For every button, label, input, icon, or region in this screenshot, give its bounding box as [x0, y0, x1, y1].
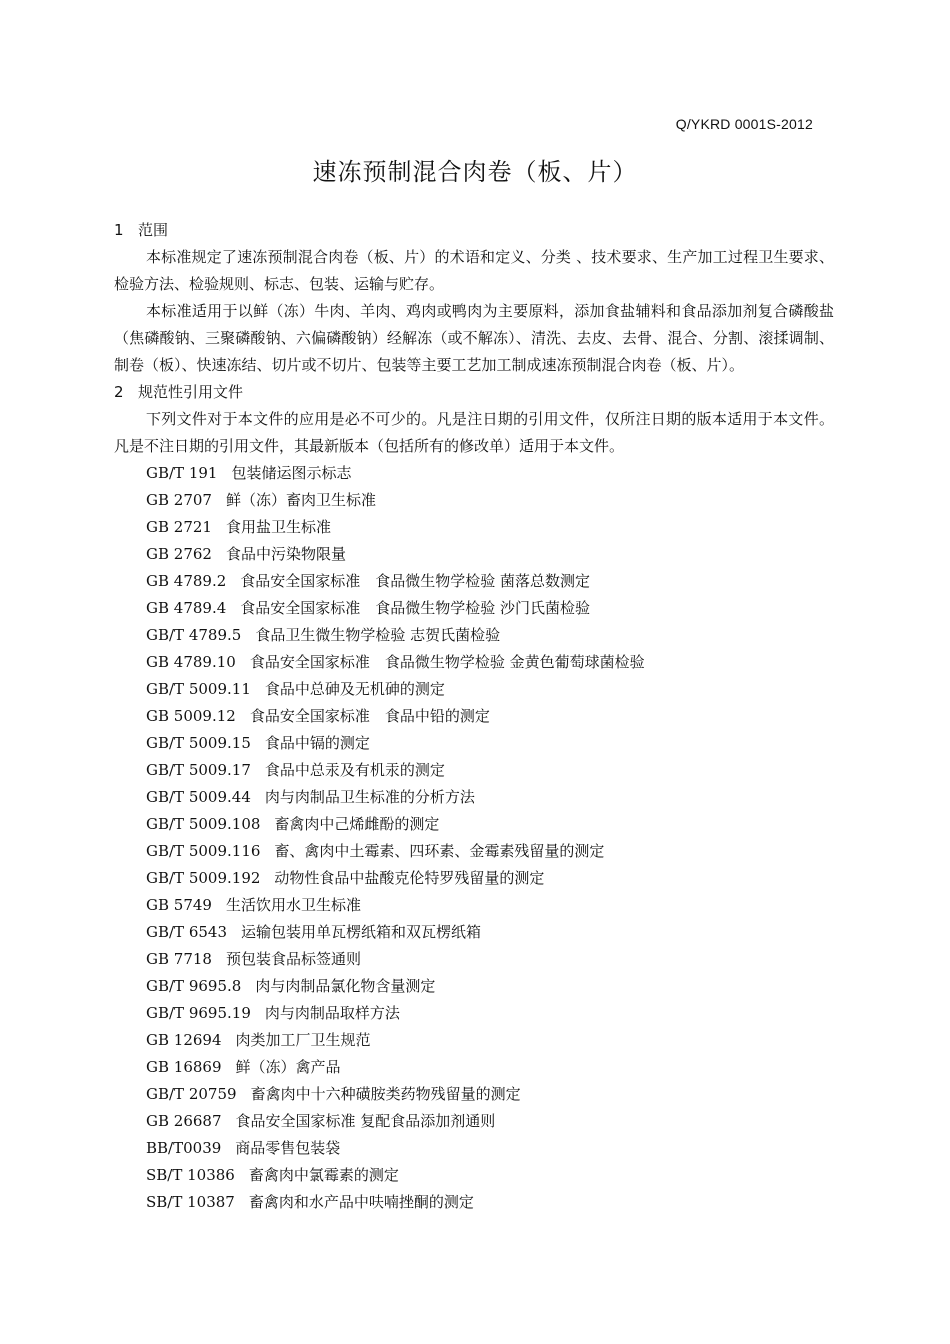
section-number: 1	[114, 221, 124, 239]
reference-code: GB 16869	[146, 1058, 222, 1076]
reference-list	[114, 460, 834, 1216]
reference-code: GB/T 5009.44	[146, 788, 251, 806]
reference-title: 运输包装用单瓦楞纸箱和双瓦楞纸箱	[241, 923, 482, 941]
reference-title: 食用盐卫生标准	[225, 518, 331, 536]
reference-item	[114, 460, 834, 487]
reference-code: GB 2762	[146, 545, 212, 563]
reference-item	[114, 568, 834, 595]
reference-item	[114, 1108, 834, 1135]
reference-title: 畜、禽肉中土霉素、四环素、金霉素残留量的测定	[274, 842, 605, 860]
references-intro-paragraph: 下列文件对于本文件的应用是必不可少的。凡是注日期的引用文件，仅所注日期的版本适用于本文件。凡是不注日期的引用文件，其最新版本（包括所有的修改单）适用于本文件。	[114, 410, 834, 455]
reference-code: GB 7718	[146, 950, 212, 968]
reference-title: 畜禽肉中十六种磺胺类药物残留量的测定	[250, 1085, 521, 1103]
document-code: Q/YKRD 0001S-2012	[675, 116, 813, 132]
reference-title: 鲜（冻）畜肉卫生标准	[225, 491, 376, 509]
section-number: 2	[114, 383, 124, 401]
reference-title: 食品安全国家标准 食品微生物学检验 沙门氏菌检验	[240, 599, 591, 617]
reference-title: 肉类加工厂卫生规范	[235, 1031, 371, 1049]
reference-title: 食品卫生微生物学检验 志贺氏菌检验	[255, 626, 501, 644]
reference-item	[114, 1135, 834, 1162]
reference-code: GB 5749	[146, 896, 212, 914]
reference-item	[114, 865, 834, 892]
section-title: 规范性引用文件	[138, 383, 244, 401]
reference-code: GB 2707	[146, 491, 212, 509]
reference-code: GB/T 20759	[146, 1085, 237, 1103]
reference-title: 肉与肉制品取样方法	[264, 1004, 400, 1022]
reference-code: BB/T0039	[146, 1139, 222, 1157]
reference-code: GB/T 9695.19	[146, 1004, 251, 1022]
reference-item	[114, 730, 834, 757]
reference-code: GB/T 9695.8	[146, 977, 242, 995]
reference-code: GB 4789.10	[146, 653, 236, 671]
reference-title: 畜禽肉中己烯雌酚的测定	[274, 815, 440, 833]
scope-paragraph-2: 本标准适用于以鲜（冻）牛肉、羊肉、鸡肉或鸭肉为主要原料，添加食盐辅料和食品添加剂复合磷酸盐（焦磷酸钠、三聚磷酸钠、六偏磷酸钠）经解冻（或不解冻）、清洗、去皮、去骨、混合、分割、滚揉调制、制卷（板）、快速冻结、切片或不切片、包装等主要工艺加工制成速冻预制混合肉卷（板、片）。	[114, 302, 834, 374]
reference-item	[114, 514, 834, 541]
reference-code: GB 2721	[146, 518, 212, 536]
reference-title: 食品中总砷及无机砷的测定	[264, 680, 445, 698]
reference-code: GB/T 191	[146, 464, 218, 482]
reference-code: GB 26687	[146, 1112, 222, 1130]
reference-item	[114, 838, 834, 865]
reference-title: 食品中总汞及有机汞的测定	[264, 761, 445, 779]
reference-title: 动物性食品中盐酸克伦特罗残留量的测定	[274, 869, 545, 887]
reference-item	[114, 703, 834, 730]
reference-item	[114, 595, 834, 622]
section-heading-normative-references	[114, 379, 834, 406]
reference-title: 商品零售包装袋	[235, 1139, 341, 1157]
reference-title: 肉与肉制品氯化物含量测定	[255, 977, 436, 995]
reference-code: GB/T 5009.116	[146, 842, 261, 860]
document-title: 速冻预制混合肉卷（板、片）	[312, 158, 638, 186]
reference-title: 畜禽肉和水产品中呋喃挫酮的测定	[248, 1193, 474, 1211]
reference-title: 肉与肉制品卫生标准的分析方法	[264, 788, 475, 806]
document-body	[114, 217, 834, 1216]
reference-title: 食品安全国家标准 食品微生物学检验 菌落总数测定	[240, 572, 591, 590]
reference-code: SB/T 10386	[146, 1166, 235, 1184]
reference-item	[114, 676, 834, 703]
reference-item	[114, 946, 834, 973]
reference-item	[114, 649, 834, 676]
reference-item	[114, 1027, 834, 1054]
reference-code: GB 4789.2	[146, 572, 227, 590]
reference-title: 食品安全国家标准 食品中铅的测定	[249, 707, 490, 725]
reference-item	[114, 541, 834, 568]
reference-code: SB/T 10387	[146, 1193, 235, 1211]
reference-item	[114, 622, 834, 649]
reference-code: GB/T 6543	[146, 923, 228, 941]
reference-code: GB 4789.4	[146, 599, 227, 617]
reference-code: GB/T 5009.192	[146, 869, 261, 887]
reference-item	[114, 811, 834, 838]
reference-title: 畜禽肉中氯霉素的测定	[248, 1166, 399, 1184]
reference-item	[114, 1189, 834, 1216]
reference-item	[114, 1000, 834, 1027]
reference-title: 食品安全国家标准 复配食品添加剂通则	[235, 1112, 496, 1130]
reference-code: GB/T 5009.15	[146, 734, 251, 752]
reference-item	[114, 784, 834, 811]
reference-title: 预包装食品标签通则	[225, 950, 361, 968]
reference-code: GB/T 5009.17	[146, 761, 251, 779]
reference-title: 生活饮用水卫生标准	[225, 896, 361, 914]
reference-title: 食品中镉的测定	[264, 734, 370, 752]
section-heading-scope	[114, 217, 834, 244]
reference-item	[114, 757, 834, 784]
reference-code: GB 12694	[146, 1031, 222, 1049]
reference-item	[114, 919, 834, 946]
reference-code: GB/T 4789.5	[146, 626, 242, 644]
reference-item	[114, 487, 834, 514]
section-title: 范围	[138, 221, 169, 239]
reference-item	[114, 892, 834, 919]
reference-item	[114, 1054, 834, 1081]
reference-code: GB/T 5009.108	[146, 815, 261, 833]
reference-title: 食品中污染物限量	[225, 545, 346, 563]
reference-title: 食品安全国家标准 食品微生物学检验 金黄色葡萄球菌检验	[249, 653, 645, 671]
reference-item	[114, 1162, 834, 1189]
reference-title: 鲜（冻）禽产品	[235, 1058, 341, 1076]
scope-paragraph-1: 本标准规定了速冻预制混合肉卷（板、片）的术语和定义、分类 、技术要求、生产加工过程卫生要求、检验方法、检验规则、标志、包装、运输与贮存。	[114, 248, 834, 293]
reference-item	[114, 1081, 834, 1108]
reference-code: GB/T 5009.11	[146, 680, 251, 698]
reference-code: GB 5009.12	[146, 707, 236, 725]
reference-title: 包装储运图示标志	[231, 464, 352, 482]
reference-item	[114, 973, 834, 1000]
